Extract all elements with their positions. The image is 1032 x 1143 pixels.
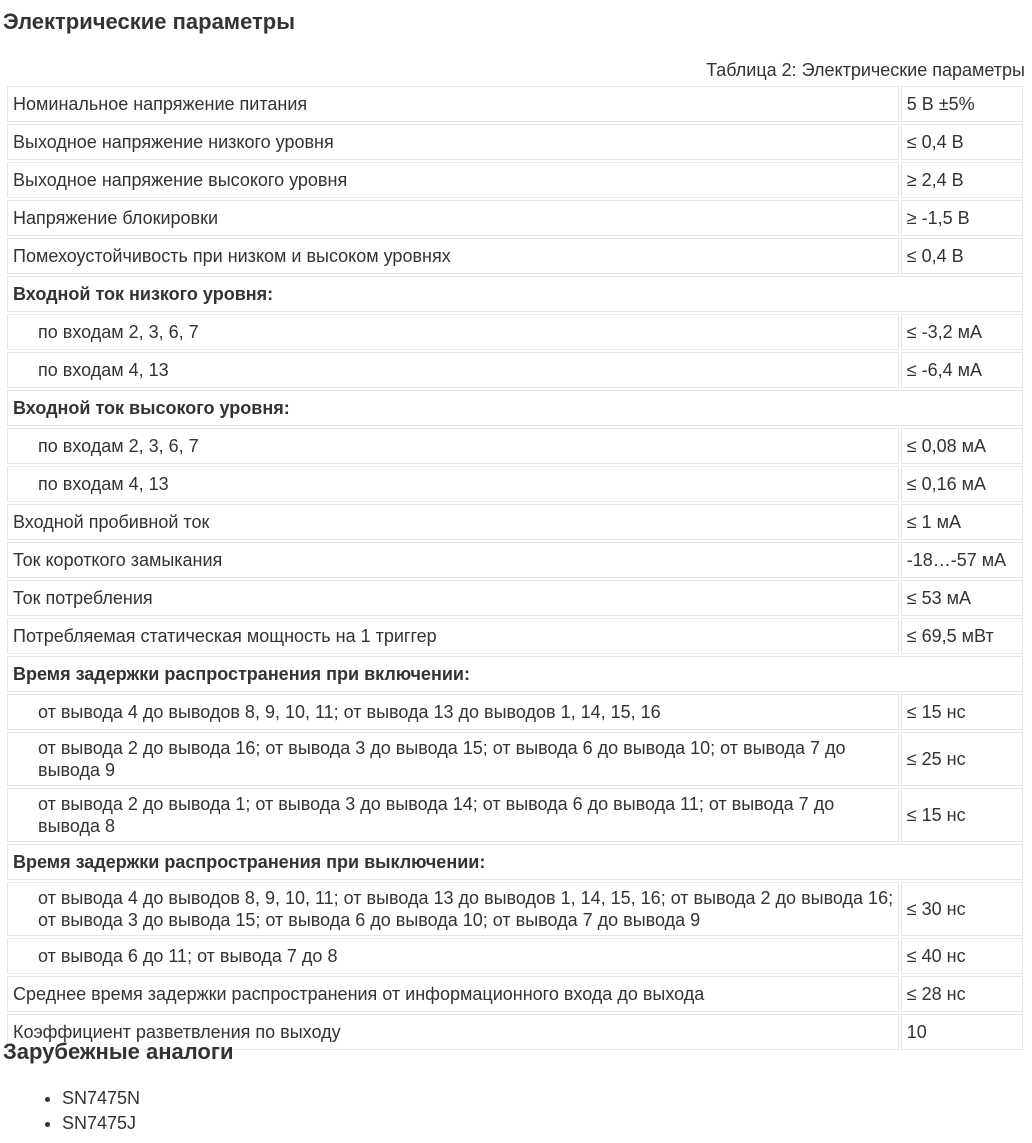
param-value: ≤ -6,4 мА [901, 352, 1023, 388]
param-label: Потребляемая статическая мощность на 1 триггер [7, 618, 899, 654]
table-section-row [7, 390, 1023, 426]
param-value: ≤ 0,16 мА [901, 466, 1023, 502]
table-row [7, 86, 1023, 122]
table-row [7, 938, 1023, 974]
table-row [7, 428, 1023, 464]
table-row [7, 200, 1023, 236]
param-label: по входам 4, 13 [7, 466, 899, 502]
table-row [7, 618, 1023, 654]
param-value: -18…-57 мА [901, 542, 1023, 578]
param-label: по входам 2, 3, 6, 7 [7, 314, 899, 350]
table-row [7, 542, 1023, 578]
param-value: ≤ 69,5 мВт [901, 618, 1023, 654]
param-value: ≤ 53 мА [901, 580, 1023, 616]
table-row [7, 124, 1023, 160]
param-label: Напряжение блокировки [7, 200, 899, 236]
param-value: ≥ 2,4 В [901, 162, 1023, 198]
param-value: ≤ 15 нс [901, 694, 1023, 730]
table-row [7, 466, 1023, 502]
param-value: ≤ 1 мА [901, 504, 1023, 540]
param-label: Помехоустойчивость при низком и высоком уровнях [7, 238, 899, 274]
analogs-list [0, 1086, 140, 1136]
table-row [7, 694, 1023, 730]
param-value: ≤ 0,4 В [901, 238, 1023, 274]
table-section-row [7, 844, 1023, 880]
page-title: Электрические параметры [3, 9, 296, 34]
param-label: от вывода 2 до вывода 1; от вывода 3 до вывода 14; от вывода 6 до вывода 11; от вывода 7 до вывода 8 [7, 788, 899, 842]
table-row [7, 882, 1023, 936]
param-value: ≤ 0,4 В [901, 124, 1023, 160]
param-label: от вывода 2 до вывода 16; от вывода 3 до вывода 15; от вывода 6 до вывода 10; от вывода 7 до вывода 9 [7, 732, 899, 786]
table-row [7, 732, 1023, 786]
list-item: • SN7475N [62, 1086, 140, 1111]
table-row [7, 162, 1023, 198]
param-label: Выходное напряжение низкого уровня [7, 124, 899, 160]
param-value: 5 В ±5% [901, 86, 1023, 122]
param-value: ≤ 0,08 мА [901, 428, 1023, 464]
param-label: от вывода 4 до выводов 8, 9, 10, 11; от вывода 13 до выводов 1, 14, 15, 16; от вывода 2 до вывода 16; от вывода 3 до вывода 15; от вывода 6 до вывода 10; от вывода 7 до вывода 9 [7, 882, 899, 936]
section-label: Входной ток высокого уровня: [7, 390, 1023, 426]
table-row [7, 314, 1023, 350]
table-row [7, 504, 1023, 540]
table-section-row [7, 656, 1023, 692]
param-label: по входам 2, 3, 6, 7 [7, 428, 899, 464]
param-value: ≤ 15 нс [901, 788, 1023, 842]
param-label: Номинальное напряжение питания [7, 86, 899, 122]
param-value: ≤ 40 нс [901, 938, 1023, 974]
param-value: ≤ 30 нс [901, 882, 1023, 936]
table-row [7, 976, 1023, 1012]
section-label: Время задержки распространения при выключении: [7, 844, 1023, 880]
param-label: от вывода 6 до 11; от вывода 7 до 8 [7, 938, 899, 974]
table-section-row [7, 276, 1023, 312]
param-value: ≤ -3,2 мА [901, 314, 1023, 350]
table-row [7, 580, 1023, 616]
param-label: Ток потребления [7, 580, 899, 616]
param-value: ≤ 28 нс [901, 976, 1023, 1012]
param-label: Ток короткого замыкания [7, 542, 899, 578]
list-item: • SN7475J [62, 1111, 140, 1136]
table-row [7, 788, 1023, 842]
table-row [7, 238, 1023, 274]
table-row [7, 352, 1023, 388]
param-value: ≥ -1,5 В [901, 200, 1023, 236]
section-label: Входной ток низкого уровня: [7, 276, 1023, 312]
section-label: Время задержки распространения при включении: [7, 656, 1023, 692]
param-value: 10 [901, 1014, 1023, 1050]
param-label: по входам 4, 13 [7, 352, 899, 388]
electrical-parameters-table [5, 84, 1025, 1052]
param-label: Среднее время задержки распространения от информационного входа до выхода [7, 976, 899, 1012]
param-value: ≤ 25 нс [901, 732, 1023, 786]
table-caption: Таблица 2: Электрические параметры [706, 60, 1025, 80]
param-label: Выходное напряжение высокого уровня [7, 162, 899, 198]
param-label: Коэффициент разветвления по выходу [7, 1014, 899, 1050]
param-label: Входной пробивной ток [7, 504, 899, 540]
analogs-title: Зарубежные аналоги [3, 1039, 234, 1064]
param-label: от вывода 4 до выводов 8, 9, 10, 11; от вывода 13 до выводов 1, 14, 15, 16 [7, 694, 899, 730]
